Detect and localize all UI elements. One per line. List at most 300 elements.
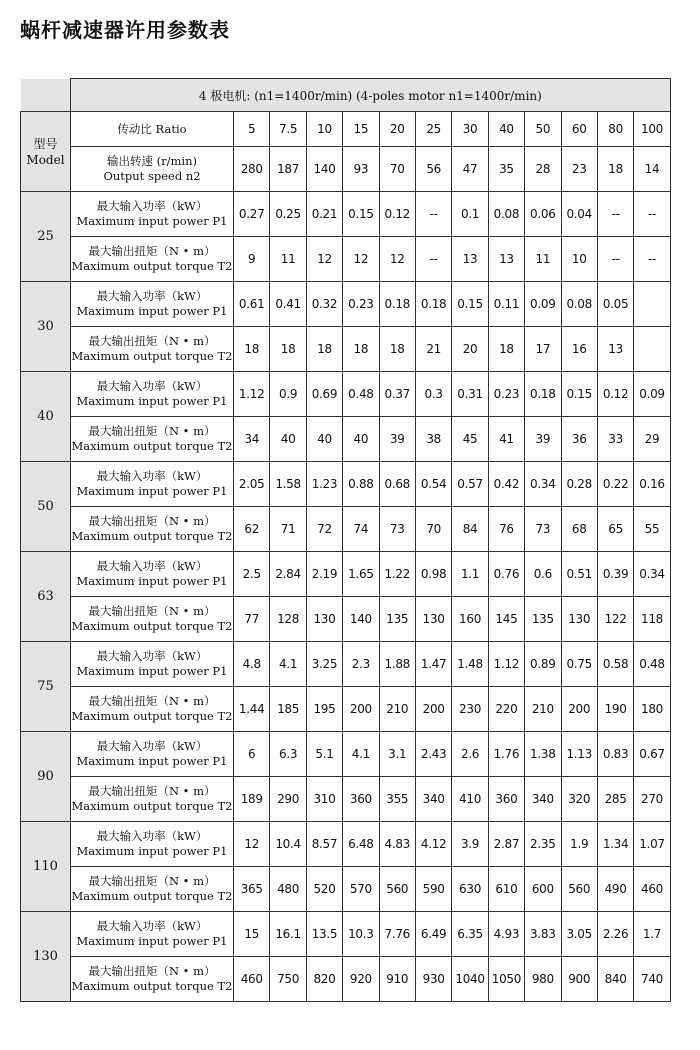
torque-value: 18: [234, 327, 270, 372]
power-label-en: Maximum input power P1: [76, 484, 228, 498]
power-label-zh: 最大输入功率（kW）: [96, 559, 208, 573]
model-cell: 130: [21, 912, 71, 1002]
power-value: --: [415, 192, 451, 237]
ratio-value: 25: [415, 112, 451, 147]
torque-value: 630: [452, 867, 488, 912]
power-value: 4.12: [415, 822, 451, 867]
power-label-zh: 最大输入功率（kW）: [96, 739, 208, 753]
torque-label-en: Maximum output torque T2: [71, 529, 233, 543]
torque-value: 200: [415, 687, 451, 732]
torque-value: 16: [561, 327, 597, 372]
torque-value: 189: [234, 777, 270, 822]
power-label: [71, 282, 234, 327]
power-label-zh: 最大输入功率（kW）: [96, 379, 208, 393]
torque-value: 130: [561, 597, 597, 642]
power-value: 0.06: [525, 192, 561, 237]
power-label-en: Maximum input power P1: [76, 394, 228, 408]
power-value: 2.5: [234, 552, 270, 597]
power-value: 5.1: [306, 732, 342, 777]
torque-value: --: [415, 237, 451, 282]
torque-value: 320: [561, 777, 597, 822]
power-value: 0.76: [488, 552, 524, 597]
power-value: 15: [234, 912, 270, 957]
power-value: 0.12: [379, 192, 415, 237]
power-label-zh: 最大输入功率（kW）: [96, 469, 208, 483]
ratio-value: 100: [634, 112, 670, 147]
speed-label: [71, 147, 234, 192]
torque-value: 130: [415, 597, 451, 642]
torque-value: 12: [343, 237, 379, 282]
power-value: 0.69: [306, 372, 342, 417]
power-label-zh: 最大输入功率（kW）: [96, 649, 208, 663]
power-value: 0.31: [452, 372, 488, 417]
torque-value: 77: [234, 597, 270, 642]
model-header: [21, 112, 71, 192]
torque-row: [21, 327, 671, 372]
torque-value: 39: [525, 417, 561, 462]
power-value: 6.3: [270, 732, 306, 777]
torque-label-en: Maximum output torque T2: [71, 439, 233, 453]
torque-value: 72: [306, 507, 342, 552]
torque-label-en: Maximum output torque T2: [71, 709, 233, 723]
speed-value: 70: [379, 147, 415, 192]
torque-value: 13: [452, 237, 488, 282]
torque-value: 750: [270, 957, 306, 1002]
torque-value: 360: [488, 777, 524, 822]
power-value: 0.08: [488, 192, 524, 237]
torque-row: [21, 957, 671, 1002]
power-value: 4.83: [379, 822, 415, 867]
speed-value: 23: [561, 147, 597, 192]
ratio-value: 5: [234, 112, 270, 147]
power-value: 0.23: [488, 372, 524, 417]
speed-row: [21, 147, 671, 192]
torque-value: 340: [525, 777, 561, 822]
power-value: 0.42: [488, 462, 524, 507]
torque-value: 210: [525, 687, 561, 732]
power-value: 0.12: [597, 372, 633, 417]
torque-value: 900: [561, 957, 597, 1002]
power-label-zh: 最大输入功率（kW）: [96, 919, 208, 933]
power-value: 1.7: [634, 912, 670, 957]
power-label: [71, 552, 234, 597]
power-value: [634, 282, 670, 327]
torque-value: 145: [488, 597, 524, 642]
power-value: 0.67: [634, 732, 670, 777]
torque-value: 160: [452, 597, 488, 642]
power-label: [71, 462, 234, 507]
speed-value: 28: [525, 147, 561, 192]
power-value: 10.4: [270, 822, 306, 867]
model-cell: 40: [21, 372, 71, 462]
power-value: 0.51: [561, 552, 597, 597]
power-label-zh: 最大输入功率（kW）: [96, 829, 208, 843]
torque-value: 10: [561, 237, 597, 282]
speed-label-en: Output speed n2: [103, 169, 201, 183]
power-label: [71, 912, 234, 957]
speed-value: 47: [452, 147, 488, 192]
power-value: 3.1: [379, 732, 415, 777]
ratio-value: 7.5: [270, 112, 306, 147]
power-value: 0.05: [597, 282, 633, 327]
power-value: 2.3: [343, 642, 379, 687]
power-value: 1.13: [561, 732, 597, 777]
speed-value: 56: [415, 147, 451, 192]
model-cell: 75: [21, 642, 71, 732]
torque-label: [71, 957, 234, 1002]
power-value: 1.76: [488, 732, 524, 777]
torque-value: 128: [270, 597, 306, 642]
torque-value: 73: [525, 507, 561, 552]
power-row: [21, 462, 671, 507]
power-value: 3.83: [525, 912, 561, 957]
power-value: 1.65: [343, 552, 379, 597]
power-value: 0.18: [415, 282, 451, 327]
torque-label-zh: 最大输出扭矩（N • m）: [88, 244, 216, 258]
torque-label: [71, 597, 234, 642]
ratio-value: 30: [452, 112, 488, 147]
torque-value: 190: [597, 687, 633, 732]
torque-value: 590: [415, 867, 451, 912]
power-value: 0.58: [597, 642, 633, 687]
torque-value: 38: [415, 417, 451, 462]
power-row: [21, 372, 671, 417]
power-label: [71, 822, 234, 867]
torque-label: [71, 777, 234, 822]
torque-value: 820: [306, 957, 342, 1002]
power-value: 1.07: [634, 822, 670, 867]
torque-value: 480: [270, 867, 306, 912]
torque-value: 18: [306, 327, 342, 372]
power-label: [71, 642, 234, 687]
power-value: 6.48: [343, 822, 379, 867]
power-value: 0.18: [525, 372, 561, 417]
power-value: 2.84: [270, 552, 306, 597]
page-title: 蜗杆减速器许用参数表: [20, 18, 230, 42]
torque-value: 930: [415, 957, 451, 1002]
power-value: 0.22: [597, 462, 633, 507]
torque-value: 76: [488, 507, 524, 552]
power-value: 2.87: [488, 822, 524, 867]
torque-row: [21, 507, 671, 552]
power-value: 0.25: [270, 192, 306, 237]
torque-row: [21, 687, 671, 732]
model-cell: 90: [21, 732, 71, 822]
power-value: 3.05: [561, 912, 597, 957]
torque-value: 365: [234, 867, 270, 912]
power-row: [21, 732, 671, 777]
power-value: 0.32: [306, 282, 342, 327]
torque-label-zh: 最大输出扭矩（N • m）: [88, 424, 216, 438]
torque-value: 600: [525, 867, 561, 912]
power-label-en: Maximum input power P1: [76, 304, 228, 318]
power-value: 1.58: [270, 462, 306, 507]
speed-value: 14: [634, 147, 670, 192]
corner-cell: [21, 79, 71, 112]
power-value: 0.89: [525, 642, 561, 687]
power-value: --: [634, 192, 670, 237]
model-cell: 25: [21, 192, 71, 282]
speed-value: 280: [234, 147, 270, 192]
torque-value: 118: [634, 597, 670, 642]
model-cell: 30: [21, 282, 71, 372]
torque-value: 220: [488, 687, 524, 732]
power-value: 1.9: [561, 822, 597, 867]
power-value: 2.6: [452, 732, 488, 777]
torque-label-zh: 最大输出扭矩（N • m）: [88, 694, 216, 708]
power-row: [21, 912, 671, 957]
torque-label: [71, 687, 234, 732]
torque-value: 200: [343, 687, 379, 732]
torque-value: 360: [343, 777, 379, 822]
power-value: 0.34: [634, 552, 670, 597]
ratio-row: [21, 112, 671, 147]
power-label-en: Maximum input power P1: [76, 844, 228, 858]
torque-value: 135: [525, 597, 561, 642]
power-value: 0.37: [379, 372, 415, 417]
torque-value: 12: [379, 237, 415, 282]
power-value: 0.23: [343, 282, 379, 327]
torque-label-en: Maximum output torque T2: [71, 259, 233, 273]
torque-value: 36: [561, 417, 597, 462]
torque-value: 560: [379, 867, 415, 912]
torque-value: 740: [634, 957, 670, 1002]
power-value: 3.9: [452, 822, 488, 867]
torque-row: [21, 867, 671, 912]
torque-value: 200: [561, 687, 597, 732]
power-value: 6: [234, 732, 270, 777]
power-value: 0.11: [488, 282, 524, 327]
ratio-value: 50: [525, 112, 561, 147]
torque-value: 560: [561, 867, 597, 912]
ratio-value: 80: [597, 112, 633, 147]
ratio-value: 20: [379, 112, 415, 147]
torque-value: 185: [270, 687, 306, 732]
power-value: 10.3: [343, 912, 379, 957]
torque-value: 290: [270, 777, 306, 822]
torque-value: 980: [525, 957, 561, 1002]
torque-value: 210: [379, 687, 415, 732]
power-value: 0.34: [525, 462, 561, 507]
power-value: 2.26: [597, 912, 633, 957]
power-value: 0.3: [415, 372, 451, 417]
power-value: 0.21: [306, 192, 342, 237]
power-value: 6.49: [415, 912, 451, 957]
torque-label-en: Maximum output torque T2: [71, 889, 233, 903]
ratio-value: 15: [343, 112, 379, 147]
torque-value: 18: [270, 327, 306, 372]
power-value: 0.54: [415, 462, 451, 507]
torque-value: 570: [343, 867, 379, 912]
torque-value: 84: [452, 507, 488, 552]
power-value: 2.43: [415, 732, 451, 777]
torque-label-en: Maximum output torque T2: [71, 349, 233, 363]
torque-value: 11: [270, 237, 306, 282]
torque-value: 520: [306, 867, 342, 912]
torque-value: 1.44: [234, 687, 270, 732]
torque-label-zh: 最大输出扭矩（N • m）: [88, 874, 216, 888]
torque-value: 410: [452, 777, 488, 822]
torque-value: 74: [343, 507, 379, 552]
ratio-label: 传动比 Ratio: [71, 112, 234, 147]
torque-label: [71, 417, 234, 462]
parameter-table-body: [21, 79, 671, 1002]
power-value: 2.05: [234, 462, 270, 507]
speed-value: 35: [488, 147, 524, 192]
power-value: 4.93: [488, 912, 524, 957]
torque-value: 195: [306, 687, 342, 732]
speed-value: 187: [270, 147, 306, 192]
power-label-zh: 最大输入功率（kW）: [96, 289, 208, 303]
torque-value: 285: [597, 777, 633, 822]
torque-value: 135: [379, 597, 415, 642]
torque-label-en: Maximum output torque T2: [71, 799, 233, 813]
parameter-table: [20, 78, 671, 1002]
power-label: [71, 732, 234, 777]
torque-value: 920: [343, 957, 379, 1002]
power-value: 4.1: [343, 732, 379, 777]
torque-label: [71, 867, 234, 912]
torque-label: [71, 507, 234, 552]
power-value: 0.18: [379, 282, 415, 327]
ratio-value: 40: [488, 112, 524, 147]
power-value: 0.98: [415, 552, 451, 597]
torque-value: 40: [306, 417, 342, 462]
torque-value: 9: [234, 237, 270, 282]
power-label-en: Maximum input power P1: [76, 754, 228, 768]
power-value: 0.28: [561, 462, 597, 507]
power-value: 0.09: [525, 282, 561, 327]
torque-value: 40: [270, 417, 306, 462]
torque-value: 180: [634, 687, 670, 732]
torque-value: 460: [634, 867, 670, 912]
torque-value: 140: [343, 597, 379, 642]
torque-row: [21, 777, 671, 822]
torque-value: 71: [270, 507, 306, 552]
torque-value: 41: [488, 417, 524, 462]
power-value: 3.25: [306, 642, 342, 687]
speed-value: 140: [306, 147, 342, 192]
power-value: 7.76: [379, 912, 415, 957]
torque-value: 230: [452, 687, 488, 732]
power-value: 1.12: [234, 372, 270, 417]
power-value: 0.09: [634, 372, 670, 417]
torque-value: 460: [234, 957, 270, 1002]
power-value: 6.35: [452, 912, 488, 957]
torque-value: 21: [415, 327, 451, 372]
model-cell: 110: [21, 822, 71, 912]
power-value: 1.22: [379, 552, 415, 597]
header-bar-row: [21, 79, 671, 112]
torque-value: 340: [415, 777, 451, 822]
power-value: 1.1: [452, 552, 488, 597]
power-value: 1.12: [488, 642, 524, 687]
torque-label-zh: 最大输出扭矩（N • m）: [88, 334, 216, 348]
torque-label: [71, 327, 234, 372]
torque-label-zh: 最大输出扭矩（N • m）: [88, 964, 216, 978]
power-value: 0.48: [634, 642, 670, 687]
torque-value: 68: [561, 507, 597, 552]
power-value: 8.57: [306, 822, 342, 867]
torque-value: 55: [634, 507, 670, 552]
power-value: 1.47: [415, 642, 451, 687]
speed-value: 93: [343, 147, 379, 192]
torque-value: 18: [488, 327, 524, 372]
model-cell: 50: [21, 462, 71, 552]
torque-value: 18: [379, 327, 415, 372]
torque-value: 11: [525, 237, 561, 282]
torque-value: 70: [415, 507, 451, 552]
torque-value: 13: [597, 327, 633, 372]
torque-value: 33: [597, 417, 633, 462]
power-label: [71, 372, 234, 417]
torque-label-zh: 最大输出扭矩（N • m）: [88, 784, 216, 798]
torque-value: 310: [306, 777, 342, 822]
power-value: 0.41: [270, 282, 306, 327]
model-cell: 63: [21, 552, 71, 642]
power-value: 0.16: [634, 462, 670, 507]
torque-value: 610: [488, 867, 524, 912]
torque-label-en: Maximum output torque T2: [71, 619, 233, 633]
power-value: 1.38: [525, 732, 561, 777]
power-row: [21, 552, 671, 597]
torque-row: [21, 417, 671, 462]
power-value: 0.27: [234, 192, 270, 237]
torque-value: 39: [379, 417, 415, 462]
torque-value: 840: [597, 957, 633, 1002]
power-row: [21, 192, 671, 237]
torque-value: 17: [525, 327, 561, 372]
speed-label-zh: 输出转速 (r/min): [107, 154, 197, 168]
power-value: 4.1: [270, 642, 306, 687]
power-value: 13.5: [306, 912, 342, 957]
power-label-en: Maximum input power P1: [76, 664, 228, 678]
power-value: 0.15: [343, 192, 379, 237]
power-row: [21, 642, 671, 687]
power-value: 16.1: [270, 912, 306, 957]
torque-row: [21, 237, 671, 282]
torque-value: 62: [234, 507, 270, 552]
torque-value: 910: [379, 957, 415, 1002]
torque-value: 73: [379, 507, 415, 552]
model-header-zh: 型号: [33, 136, 58, 151]
power-value: 0.83: [597, 732, 633, 777]
power-value: 0.04: [561, 192, 597, 237]
power-label-zh: 最大输入功率（kW）: [96, 199, 208, 213]
power-value: 0.9: [270, 372, 306, 417]
power-value: 0.88: [343, 462, 379, 507]
torque-value: 34: [234, 417, 270, 462]
torque-value: 1050: [488, 957, 524, 1002]
power-value: 2.19: [306, 552, 342, 597]
torque-value: 12: [306, 237, 342, 282]
power-value: 0.1: [452, 192, 488, 237]
torque-value: 13: [488, 237, 524, 282]
torque-value: --: [634, 237, 670, 282]
power-value: 0.39: [597, 552, 633, 597]
torque-row: [21, 597, 671, 642]
power-label: [71, 192, 234, 237]
torque-value: 18: [343, 327, 379, 372]
power-value: 0.57: [452, 462, 488, 507]
ratio-value: 60: [561, 112, 597, 147]
torque-value: 65: [597, 507, 633, 552]
power-label-en: Maximum input power P1: [76, 214, 228, 228]
power-row: [21, 822, 671, 867]
power-value: 1.23: [306, 462, 342, 507]
torque-value: 29: [634, 417, 670, 462]
torque-label-zh: 最大输出扭矩（N • m）: [88, 514, 216, 528]
